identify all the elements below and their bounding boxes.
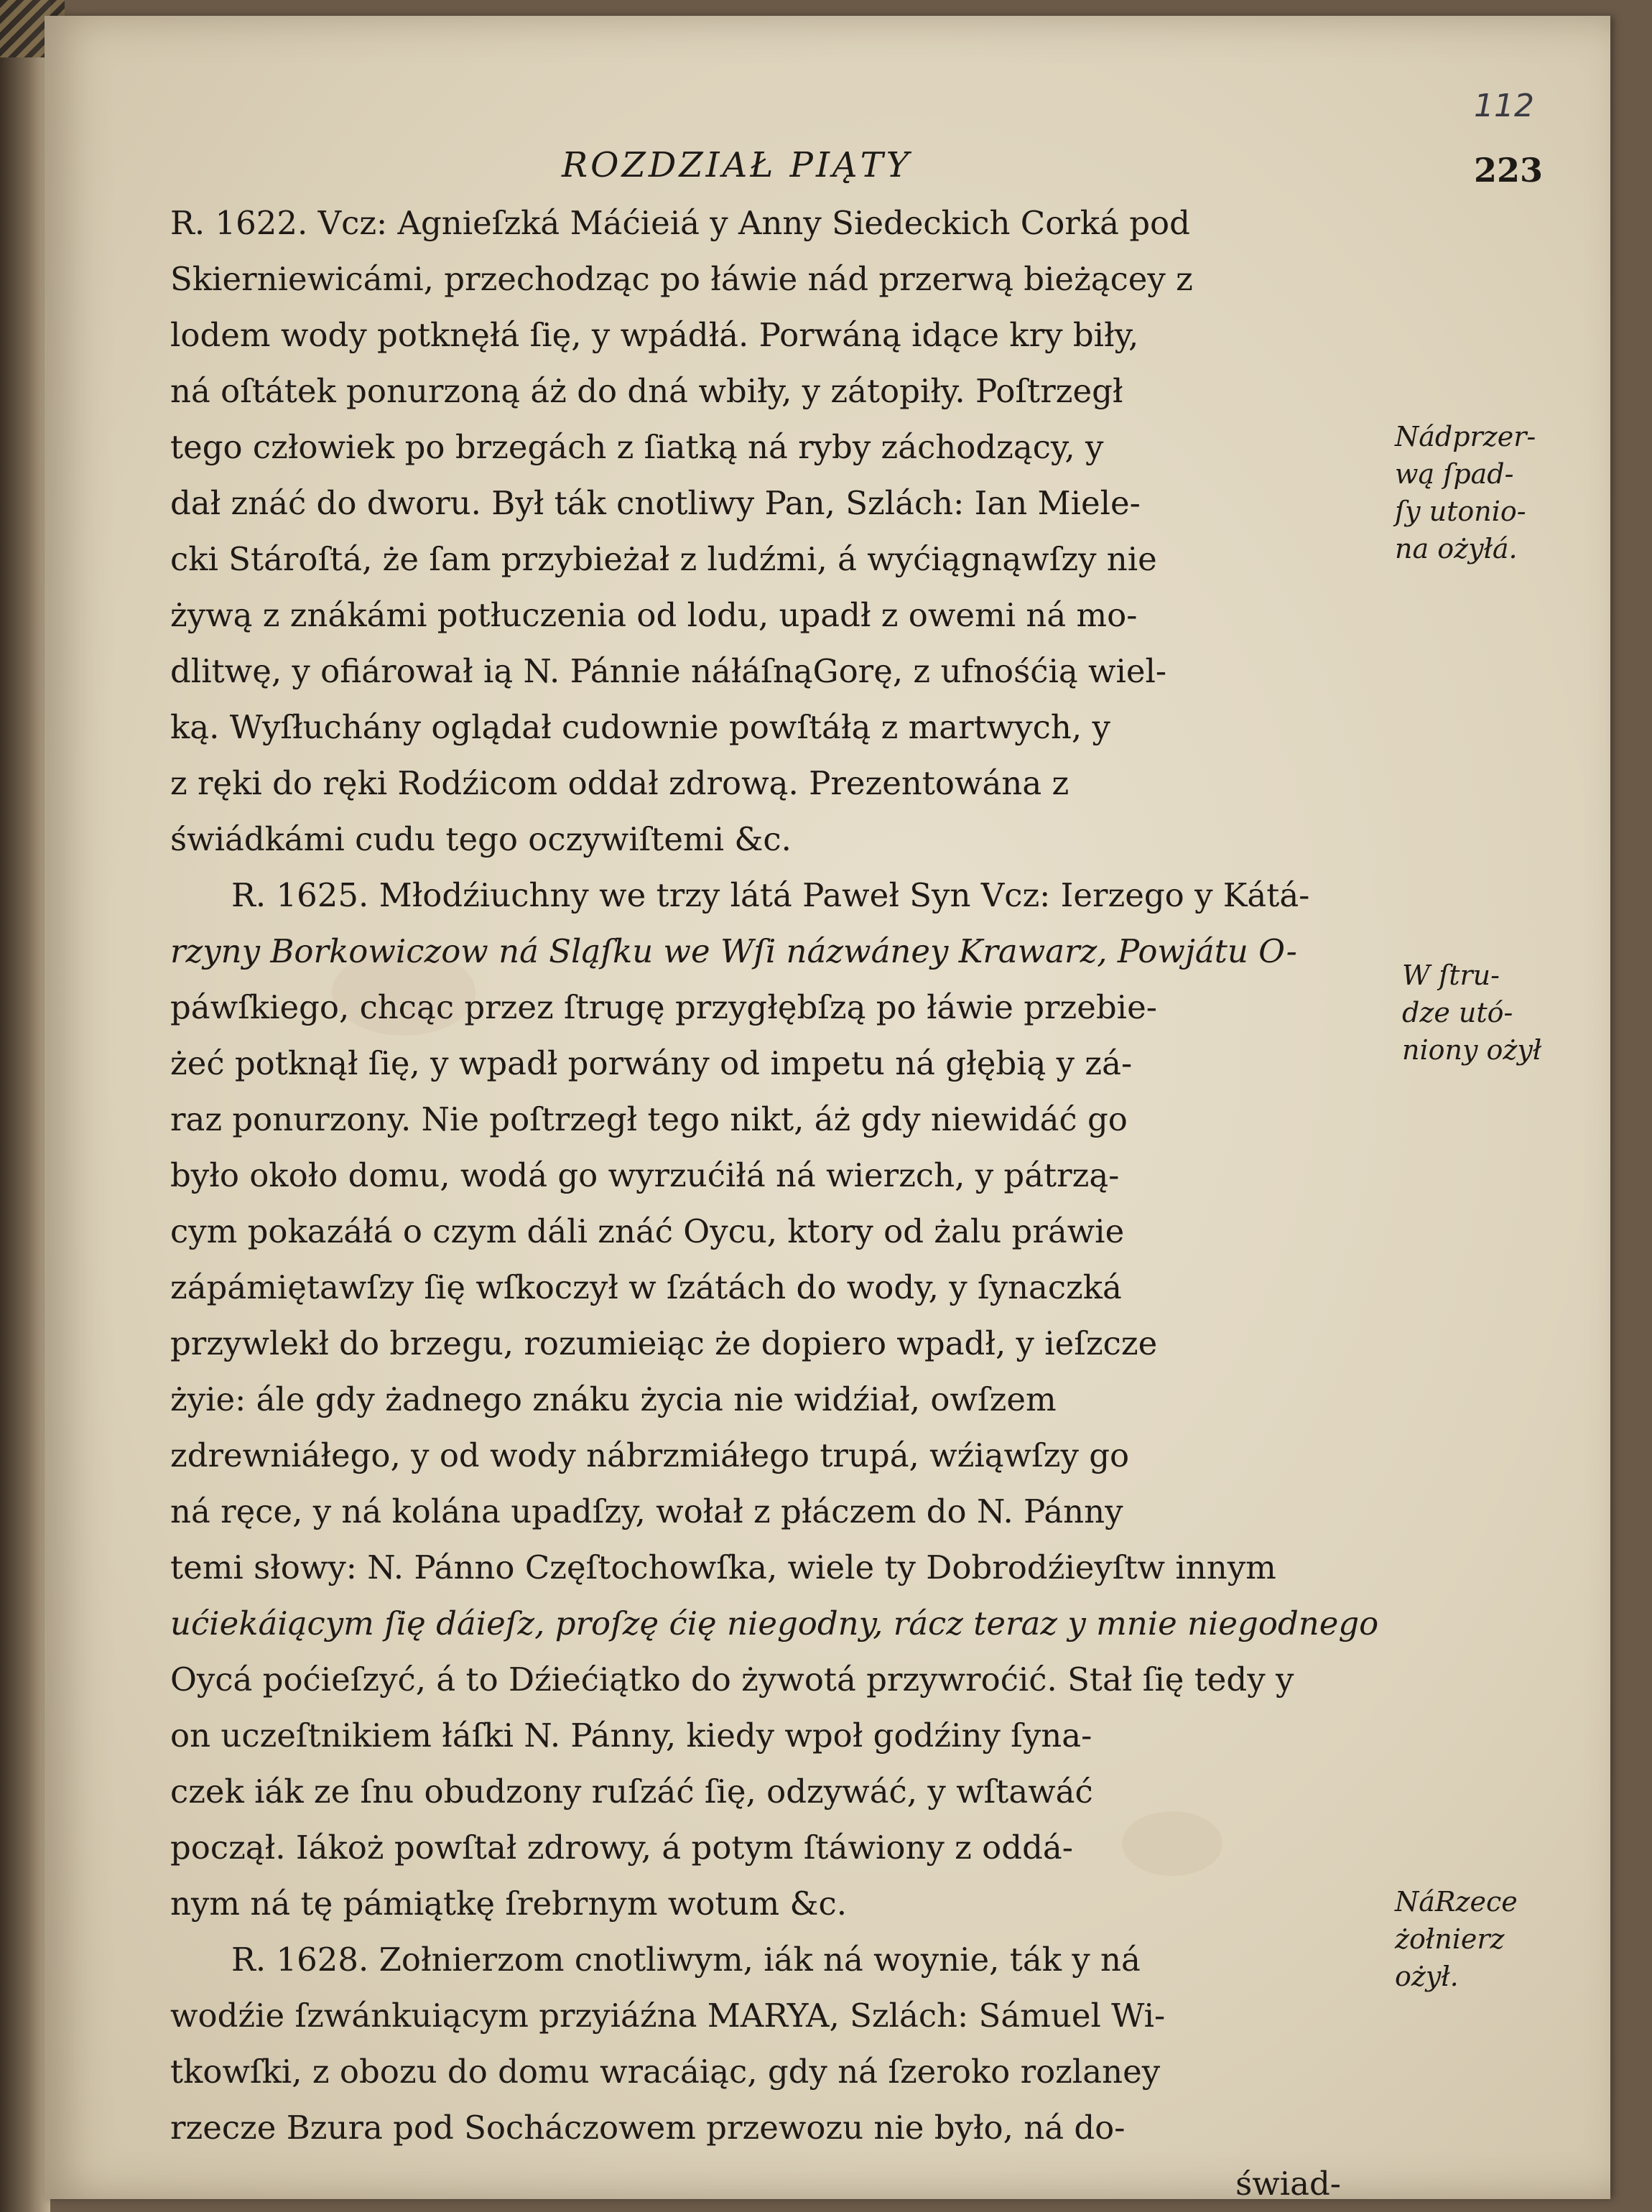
text-line: świádkámi cudu tego oczywiſtemi &c. [170, 820, 792, 858]
text-line: tkowſki, z obozu do domu wracáiąc, gdy ná ſzeroko rozlaney [170, 2053, 1161, 2091]
text-line: temi słowy: N. Pánno Częſtochowſka, wiele ty Dobrodźieyſtw innym [170, 1548, 1276, 1586]
text-line: ná ręce, y ná kolána upadſzy, wołał z płáczem do N. Pánny [170, 1492, 1123, 1530]
handwritten-folio-number: 112 [1474, 88, 1534, 124]
text-line: żyie: ále gdy żadnego znáku życia nie widźiał, owſzem [170, 1380, 1057, 1418]
book-page [45, 16, 1610, 2203]
text-line: Oycá poćieſzyć, á to Dźiećiątko do żywotá przywroćić. Stał ſię tedy y [170, 1660, 1294, 1698]
text-line: z ręki do ręki Rodźicom oddał zdrową. Prezentowána z [170, 764, 1069, 802]
catchword: świad- [1235, 2165, 1341, 2203]
margin-note [1395, 1883, 1560, 1995]
text-line: cym pokazáłá o czym dáli znáć Oycu, ktory od żalu práwie [170, 1212, 1125, 1250]
text-line: R. 1628. Zołnierzom cnotliwym, iák ná woynie, ták y ná [231, 1941, 1141, 1979]
text-line: czek iák ze ſnu obudzony ruſzáć ſię, odzywáć, y wſtawáć [170, 1772, 1093, 1811]
text-line: páwſkiego, chcąc przez ſtrugę przygłębſzą po łáwie przebie- [170, 988, 1157, 1026]
text-line: R. 1622. Vcz: Agnieſzká Máćieiá y Anny Siedeckich Corká pod [170, 204, 1190, 242]
text-line: Skierniewicámi, przechodząc po łáwie nád przerwą bieżącey z [170, 260, 1193, 298]
text-line: rzyny Borkowiczow ná Sląſku we Wſi názwáney Krawarz, Powjátu O- [170, 932, 1297, 970]
text-line: ućiekáiącym ſię dáieſz, proſzę ćię niegodny, rácz teraz y mnie niegodnego [170, 1604, 1379, 1642]
previous-page-edge [0, 0, 50, 2212]
text-line: lodem wody potknęłá ſię, y wpádłá. Porwáną idące kry biły, [170, 316, 1139, 354]
text-line: tego człowiek po brzegách z ſiatką ná ryby záchodzący, y [170, 428, 1104, 466]
text-line: raz ponurzony. Nie poſtrzegł tego nikt, áż gdy niewidáć go [170, 1100, 1128, 1138]
margin-note [1402, 957, 1567, 1069]
text-line: wodźie ſzwánkuiącym przyiáźna MARYA, Szlách: Sámuel Wi- [170, 1997, 1166, 2035]
text-line: ná oſtátek ponurzoną áż do dná wbiły, y zátopiły. Poſtrzegł [170, 372, 1123, 410]
text-line: począł. Iákoż powſtał zdrowy, á potym ſtáwiony z oddá- [170, 1828, 1073, 1867]
text-line: dlitwę, y ofiárował ią N. Pánnie náłáſnąGorę, z ufnośćią wiel- [170, 652, 1167, 690]
text-line: ką. Wyſłuchány oglądał cudownie powſtáłą z martwych, y [170, 708, 1110, 746]
body-text [170, 195, 1384, 2212]
text-line: zápámiętawſzy ſię wſkoczył w ſzátách do wody, y ſynaczká [170, 1268, 1122, 1306]
text-line: żywą z znákámi potłuczenia od lodu, upadł z owemi ná mo- [170, 596, 1138, 634]
text-line: nym ná tę pámiątkę ſrebrnym wotum &c. [170, 1885, 848, 1923]
text-line: było około domu, wodá go wyrzućiłá ná wierzch, y pátrzą- [170, 1156, 1120, 1194]
text-line: on uczeſtnikiem łáſki N. Pánny, kiedy wpoł godźiny ſyna- [170, 1716, 1092, 1755]
running-head: ROZDZIAŁ PIĄTY [562, 145, 912, 185]
margin-note-text: NáRzece żołnierz ożył. [1395, 1886, 1518, 1992]
text-line: R. 1625. Młodźiuchny we trzy látá Paweł Syn Vcz: Ierzego y Kátá- [231, 876, 1310, 914]
text-line: dał znáć do dworu. Był ták cnotliwy Pan, Szlách: Ian Miele- [170, 484, 1141, 522]
text-line: zdrewniáłego, y od wody nábrzmiáłego trupá, wźiąwſzy go [170, 1436, 1130, 1474]
text-line: cki Stároſtá, że ſam przybieżał z ludźmi, á wyćiągnąwſzy nie [170, 540, 1157, 578]
margin-note [1395, 418, 1560, 567]
margin-note-text: W ſtru- dze utó- niony ożył [1402, 959, 1542, 1066]
page-number: 223 [1474, 151, 1544, 190]
text-line: przywlekł do brzegu, rozumieiąc że dopiero wpadł, y ieſzcze [170, 1324, 1158, 1362]
text-line: rzecze Bzura pod Socháczowem przewozu nie było, ná do- [170, 2109, 1126, 2147]
text-line: żeć potknął ſię, y wpadł porwány od impetu ná głębią y zá- [170, 1044, 1133, 1082]
margin-note-text: Nádprzer- wą ſpad- ſy utonio- na ożyłá. [1395, 421, 1536, 564]
